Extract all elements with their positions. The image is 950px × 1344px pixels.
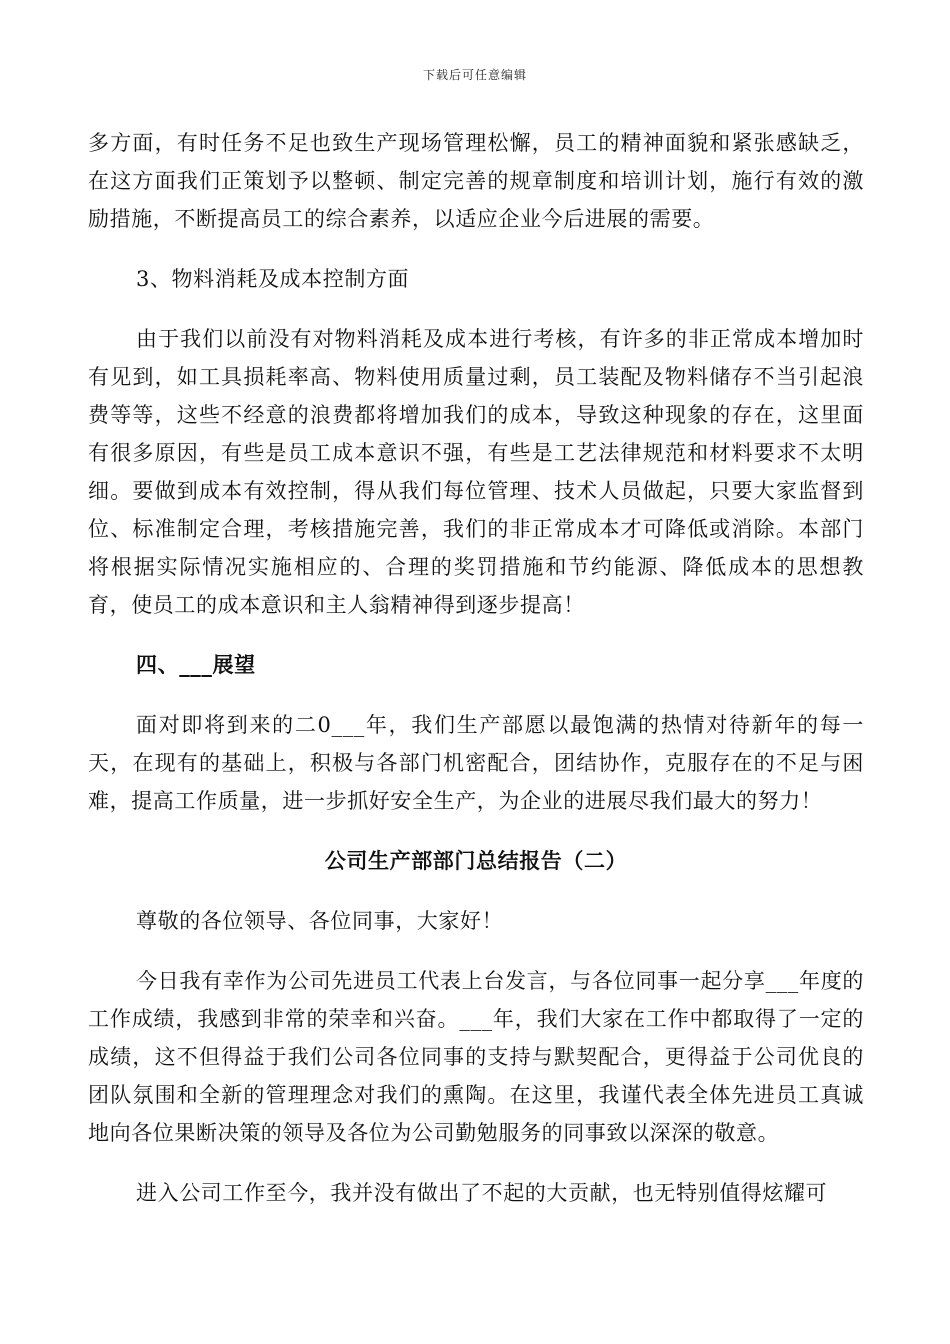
paragraph-greeting: 尊敬的各位领导、各位同事，大家好！ — [136, 909, 504, 933]
paragraph-outlook: 面对即将到来的二0___年，我们生产部愿以最饱满的热情对待新年的每一天，在现有的基础上，积极与各部门机密配合，团结协作，克服存在的不足与困难，提高工作质量，进一步抓好安全生产，为企业的进展尽我们最大的努力！ — [88, 713, 864, 813]
paragraph-material-cost: 由于我们以前没有对物料消耗及成本进行考核，有许多的非正常成本增加时有见到，如工具损耗率高、物料使用质量过剩，员工装配及物料储存不当引起浪费等等，这些不经意的浪费都将增加我们的成本，导致这种现象的存在，这里面有很多原因，有些是员工成本意识不强，有些是工艺法律规范和材料要求不太明细。要做到成本有效控制，得从我们每位管理、技术人员做起，只要大家监督到位、标准制定合理，考核措施完善，我们的非正常成本才可降低或消除。本部门将根据实际情况实施相应的、合理的奖罚措施和节约能源、降低成本的思想教育，使员工的成本意识和主人翁精神得到逐步提高！ — [88, 327, 864, 617]
document-body — [88, 124, 864, 1212]
page-header: 下载后可任意编辑 — [422, 68, 527, 82]
document-title-part-two: 公司生产部部门总结报告（二） — [324, 849, 628, 873]
paragraph-continuation: 多方面，有时任务不足也致生产现场管理松懈，员工的精神面貌和紧张感缺乏，在这方面我们正策划予以整顿、制定完善的规章制度和培训计划，施行有效的激励措施，不断提高员工的综合素养，以适应企业今后进展的需要。 — [88, 131, 864, 231]
paragraph-speech-continued: 进入公司工作至今，我并没有做出了不起的大贡献，也无特别值得炫耀可 — [136, 1181, 828, 1205]
paragraph-speech-intro: 今日我有幸作为公司先进员工代表上台发言，与各位同事一起分享___年度的工作成绩，我感到非常的荣幸和兴奋。___年，我们大家在工作中都取得了一定的成绩，这不但得益于我们公司各位同事的支持与默契配合，更得益于公司优良的团队氛围和全新的管理理念对我们的熏陶。在这里，我谨代表全体先进员工真诚地向各位果断决策的领导及各位为公司勤勉服务的同事致以深深的敬意。 — [88, 969, 864, 1145]
subheading-material-cost: 3、物料消耗及成本控制方面 — [136, 267, 410, 291]
section-heading-outlook: 四、___展望 — [136, 653, 256, 677]
